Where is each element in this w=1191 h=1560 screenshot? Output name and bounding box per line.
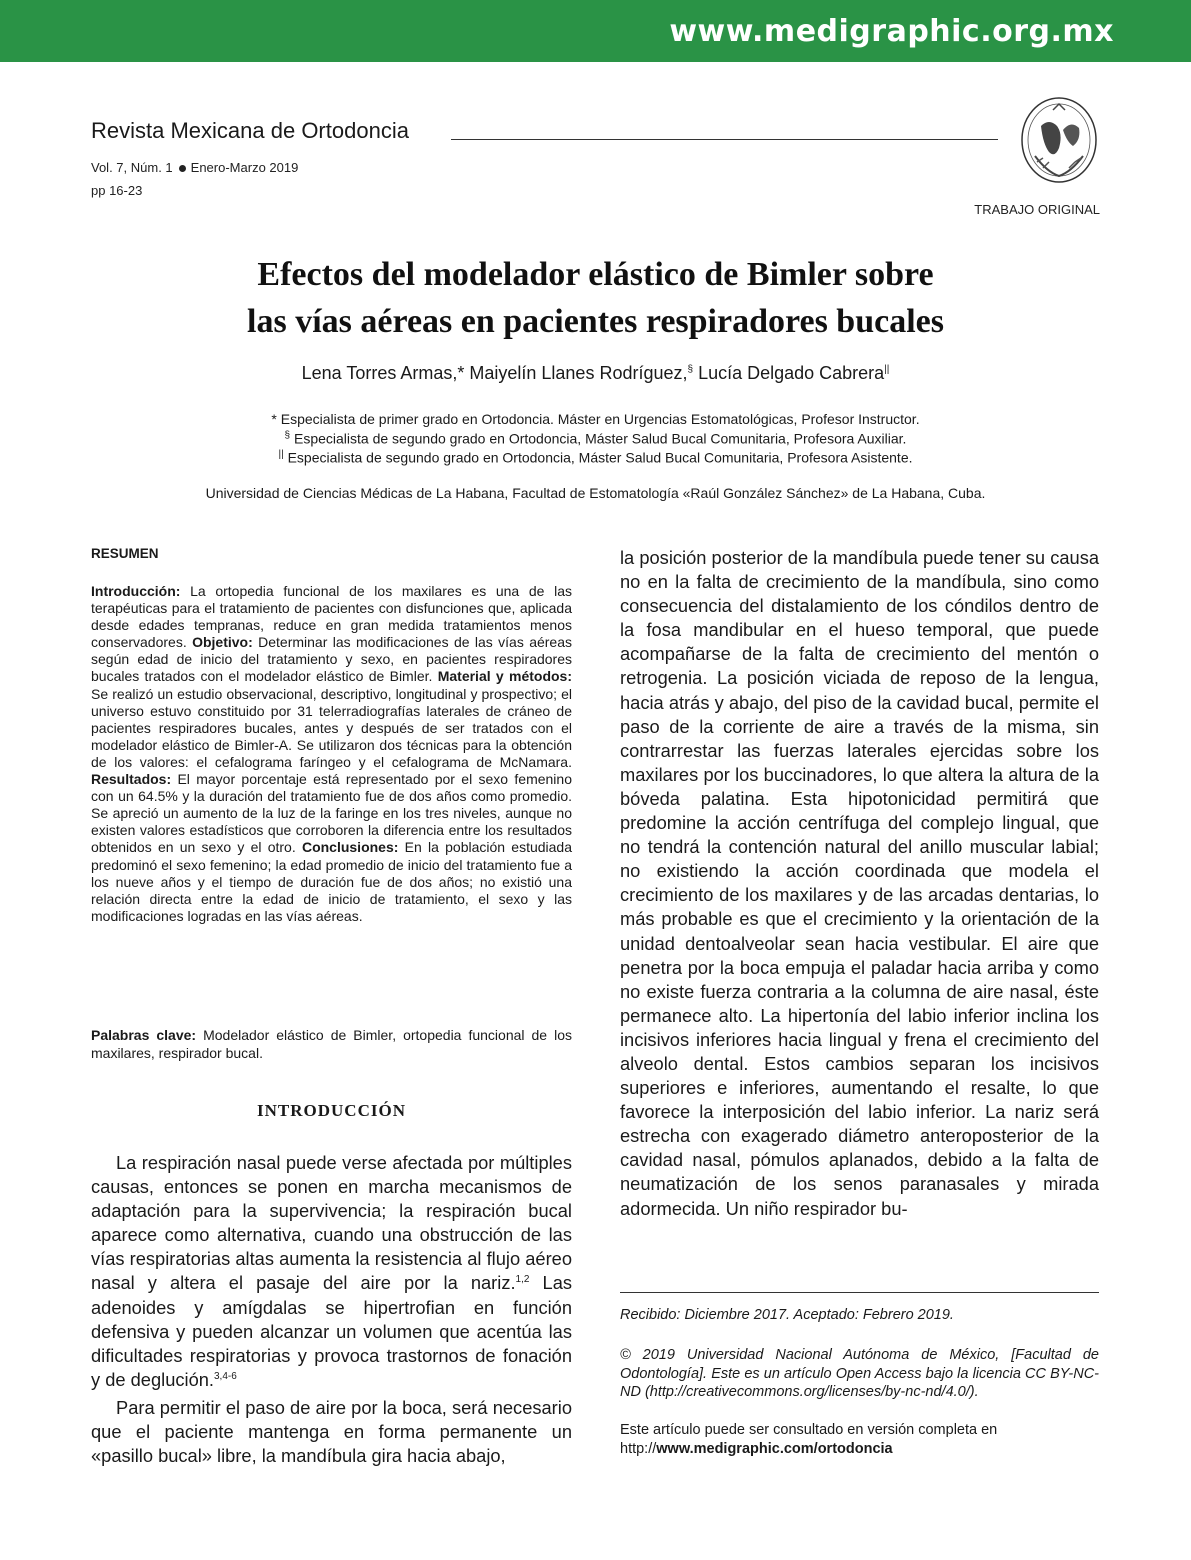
intro-label: Introducción: [91,583,181,599]
resumen-heading: RESUMEN [91,546,159,561]
affiliation-1 [0,411,1191,427]
footnote-rule [620,1292,1099,1293]
intro-paragraph-2: Para permitir el paso de aire por la boca, será necesario que el paciente mantenga en forma permanente un «pasillo bucal» libre, la mandíbula gira hacia abajo, [91,1396,572,1467]
intro-paragraph-1 [91,1151,572,1392]
results-label: Resultados: [91,771,172,788]
results-text: El mayor porcentaje está representado por el sexo femenino con un 64.5% y la duración del tratamiento fue de dos años como promedio. Se apreció un aumento de la luz de la faringe en los tres niveles, aunque no existen valores estadísticos que corroboren la diferencia entre los resultados obtenidos en un sexo y el otro. [91,771,572,856]
methods-label: Material y métodos: [437,668,573,685]
medigraphic-banner [0,0,1191,62]
affiliation-2 [0,430,1191,447]
issue-date: Enero-Marzo 2019 [190,160,299,175]
intro-p1-text-b: Las adenoides y amígdalas se hipertrofian en función defensiva y pueden alcanzar un volumen que acentúa las dificultades respiratorias y provoca trastornos de fonación y de deglución. [91,1272,572,1390]
affiliation-2-mark: § [284,430,291,441]
intro-text: La ortopedia funcional de los maxilares es una de las terapéuticas para el tratamiento de pacientes con disfunciones que, aplicada desde edades tempranas, reduce en gran medida tratamientos menos conservadores. [91,583,572,651]
consult-link-prefix: http:// [620,1441,657,1457]
article-title-line-2: las vías aéreas en pacientes respiradores bucales [247,303,944,340]
banner-url[interactable]: www.medigraphic.org.mx [669,14,1114,49]
keywords-label: Palabras clave: [91,1027,197,1043]
introduccion-heading: INTRODUCCIÓN [257,1101,406,1120]
author-1: Lena Torres Armas, [301,363,458,383]
citation-ref: 1,2 [515,1274,530,1286]
affiliation-3-text: Especialista de segundo grado en Ortodoncia, Máster Salud Bucal Comunitaria, Profesora Asistente. [283,449,913,466]
received-dates: Recibido: Diciembre 2017. Aceptado: Febrero 2019. [620,1307,954,1323]
consult-link[interactable] [620,1440,1099,1459]
author-2: Maiyelín Llanes Rodríguez, [464,363,688,383]
unam-seal-icon [1019,96,1099,186]
citation-ref: 3,4-6 [213,1370,237,1382]
consult-notice [620,1421,1099,1459]
abstract [91,583,572,925]
methods-text: Se realizó un estudio observacional, descriptivo, longitudinal y prospectivo; el universo estuvo constituido por 31 telerradiografías laterales de cráneo de pacientes respiradores bucales, antes y después de ser tratados con el modelador elástico de Bimler-A. Se utilizaron dos técnicas para la obtención de los valores: el cefalograma faríngeo y el cefalograma de McNamara. [91,685,572,770]
article-type: TRABAJO ORIGINAL [974,202,1100,217]
keywords [91,1026,572,1062]
university: Universidad de Ciencias Médicas de La Habana, Facultad de Estomatología «Raúl González Sánchez» de La Habana, Cuba. [205,485,986,501]
author-2-mark: § [687,364,694,375]
author-3-mark: || [884,364,890,375]
volume: Vol. 7, Núm. 1 [91,160,173,175]
journal-rule [451,139,998,140]
objective-text: Determinar las modificaciones de las vías aéreas según edad de inicio del tratamiento y sexo, en pacientes respiradores bucales tratados con el modelador elástico de Bimler. [91,634,573,685]
journal-name: Revista Mexicana de Ortodoncia [91,118,409,143]
intro-paragraph-2-continued: la posición posterior de la mandíbula puede tener su causa no en la falta de crecimiento de la mandíbula, sino como consecuencia del distalamiento de los cóndilos dentro de la fosa mandibular en el hueso temporal, que puede acompañarse de la falta de crecimiento del mentón o retrogenia. La posición viciada de reposo de la lengua, hacia atrás y abajo, del piso de la cavidad bucal, permite el paso de la corriente de aire a través de la misma, sin contrarrestar las fuerzas laterales ejercidas sobre los maxilares por los buccinadores, lo que altera la altura de la bóveda palatina. Esta hipotonicidad permitirá que predomine la acción centrífuga del complejo lingual, que no tendrá la contención natural del anillo muscular labial; no existiendo la acción coordinada que modela el crecimiento de los maxilares y de las arcadas dentarias, lo más probable es que el crecimiento y la orientación de la unidad dentoalveolar sean hacia vestibular. El aire que penetra por la boca empuja el paladar hacia arriba y como no existe fuerza contraria a la columna de aire nasal, éste permanece alto. La hipertonía del labio inferior inclina los incisivos inferiores hacia lingual y frena el crecimiento del alveolo dental. Estos cambios separan los incisivos superiores e inferiores, aumentando el resalte, lo que favorece la interposición del labio inferior. La nariz será estrecha con exagerado diámetro anteroposterior de la cavidad nasal, pómulos aplanados, debido a la falta de neumatización de los senos paranasales y mirada adormecida. Un niño respirador bu- [620,547,1099,1219]
conclusions-label: Conclusiones: [301,839,399,856]
affiliation-2-text: Especialista de segundo grado en Ortodoncia, Máster Salud Bucal Comunitaria, Profesora Auxiliar. [290,430,907,447]
affiliation-1-text: Especialista de primer grado en Ortodoncia. Máster en Urgencias Estomatológicas, Profesor Instructor. [276,411,920,427]
consult-text: Este artículo puede ser consultado en versión completa en [620,1422,998,1438]
author-3: Lucía Delgado Cabrera [693,363,885,383]
consult-link-url[interactable]: www.medigraphic.com/ortodoncia [656,1441,893,1457]
keywords-text: Modelador elástico de Bimler, ortopedia funcional de los maxilares, respirador bucal. [91,1027,572,1061]
intro-right-column [620,546,1099,1221]
intro-p1-text: La respiración nasal puede verse afectada por múltiples causas, entonces se ponen en marcha mecanismos de adaptación para la supervivencia; la respiración bucal aparece como alternativa, cuando una obstrucción de las vías respiratorias altas aumenta la resistencia al flujo aéreo nasal y altera el pasaje del aire por la nariz. [91,1152,572,1294]
page-range: pp 16-23 [91,183,143,198]
author-1-mark: * [457,363,465,383]
bullet-icon [179,165,186,172]
objective-label: Objetivo: [192,634,253,651]
affiliation-3-mark: || [278,449,284,460]
intro-left-column [91,1151,572,1468]
copyright-notice: © 2019 Universidad Nacional Autónoma de México, [Facultad de Odontología]. Este es un artículo Open Access bajo la licencia CC BY-NC-ND (http://creativecommons.org/licenses/by-nc-nd/4.0/). [620,1347,1099,1400]
issue-info [91,160,298,175]
article-title-line-1: Efectos del modelador elástico de Bimler sobre [257,256,934,293]
authors [0,363,1191,384]
affiliation-1-mark: * [271,411,277,427]
conclusions-text: En la población estudiada predominó el sexo femenino; la edad promedio de inicio del tratamiento fue a los nueve años y el tiempo de duración fue de dos años; no existió una relación directa entre la edad de inicio de tratamiento, el sexo y las modificaciones logradas en las vías aéreas. [91,839,573,924]
affiliation-3 [0,449,1191,466]
